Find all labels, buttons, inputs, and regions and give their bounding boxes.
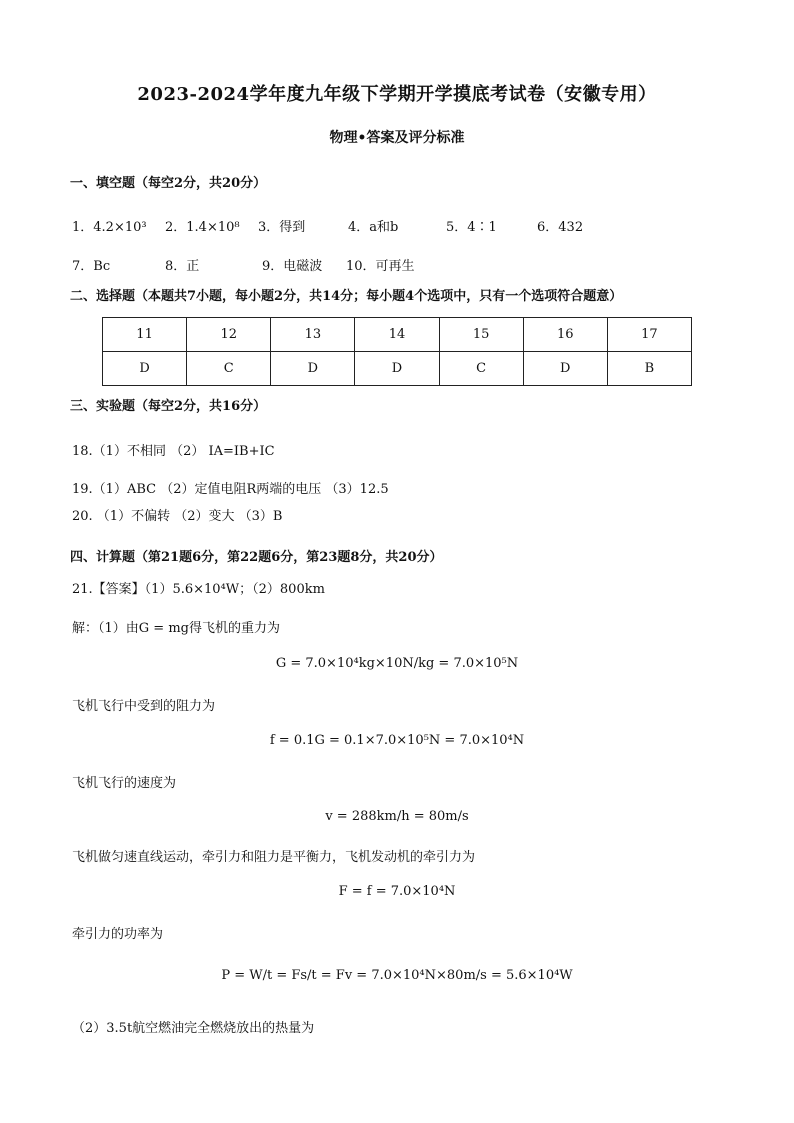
- page-title: 2023-2024学年度九年级下学期开学摸底考试卷（安徽专用）: [137, 84, 657, 105]
- section4-heading: 四、计算题（第21题6分，第22题6分，第23题8分，共20分）: [70, 550, 443, 565]
- answer-6: 6．432: [537, 220, 584, 235]
- table-cell: D: [523, 352, 607, 386]
- answer-3: 3．得到: [258, 220, 306, 235]
- table-row-answers: [103, 352, 692, 386]
- answer-19: 19.（1）ABC （2）定值电阻R两端的电压 （3）12.5: [72, 482, 389, 497]
- table-cell: C: [439, 352, 523, 386]
- section3-heading: 三、实验题（每空2分，共16分）: [70, 399, 267, 414]
- answer-2: 2．1.4×10⁸: [165, 220, 240, 235]
- page-subtitle: 物理•答案及评分标准: [329, 130, 465, 146]
- answer-7: 7．Bc: [72, 259, 111, 274]
- answer-8: 8．正: [165, 259, 200, 274]
- table-cell: 14: [355, 318, 439, 352]
- table-cell: 11: [103, 318, 187, 352]
- table-cell: D: [355, 352, 439, 386]
- resistance-intro: 飞机飞行中受到的阻力为: [72, 699, 216, 714]
- answer-20: 20. （1）不偏转 （2）变大 （3）B: [72, 509, 283, 524]
- balance-text: 飞机做匀速直线运动，牵引力和阻力是平衡力，飞机发动机的牵引力为: [72, 850, 476, 865]
- equation-resistance: f = 0.1G = 0.1×7.0×10⁵N = 7.0×10⁴N: [269, 733, 525, 748]
- table-cell: B: [607, 352, 691, 386]
- choice-answer-table: [102, 317, 692, 386]
- table-cell: 13: [271, 318, 355, 352]
- equation-gravity: G = 7.0×10⁴kg×10N/kg = 7.0×10⁵N: [275, 656, 519, 671]
- equation-force: F = f = 7.0×10⁴N: [338, 884, 456, 899]
- table-cell: C: [187, 352, 271, 386]
- table-cell: 12: [187, 318, 271, 352]
- table-cell: 16: [523, 318, 607, 352]
- answer-4: 4．a和b: [348, 220, 399, 235]
- table-cell: D: [271, 352, 355, 386]
- section1-heading: 一、填空题（每空2分，共20分）: [70, 176, 267, 191]
- table-cell: D: [103, 352, 187, 386]
- solution-intro: 解：（1）由G = mg得飞机的重力为: [72, 621, 280, 636]
- fuel-heat-text: （2）3.5t航空燃油完全燃烧放出的热量为: [72, 1021, 315, 1036]
- table-cell: 15: [439, 318, 523, 352]
- equation-power: P = W/t = Fs/t = Fv = 7.0×10⁴N×80m/s = 5.6×10⁴W: [221, 968, 573, 983]
- equation-speed: v = 288km/h = 80m/s: [325, 809, 469, 824]
- answer-9: 9．电磁波: [262, 259, 323, 274]
- answer-21: 21.【答案】（1）5.6×10⁴W；（2）800km: [72, 582, 325, 597]
- answer-5: 5．4∶1: [446, 220, 497, 235]
- section2-heading: 二、选择题（本题共7小题，每小题2分，共14分；每小题4个选项中，只有一个选项符合题意）: [70, 289, 623, 304]
- table-cell: 17: [607, 318, 691, 352]
- answer-10: 10．可再生: [346, 259, 415, 274]
- table-row-numbers: [103, 318, 692, 352]
- power-intro: 牵引力的功率为: [72, 927, 164, 942]
- speed-intro: 飞机飞行的速度为: [72, 776, 177, 791]
- answer-1: 1．4.2×10³: [72, 220, 147, 235]
- answer-18: 18.（1）不相同 （2） IA=IB+IC: [72, 444, 275, 459]
